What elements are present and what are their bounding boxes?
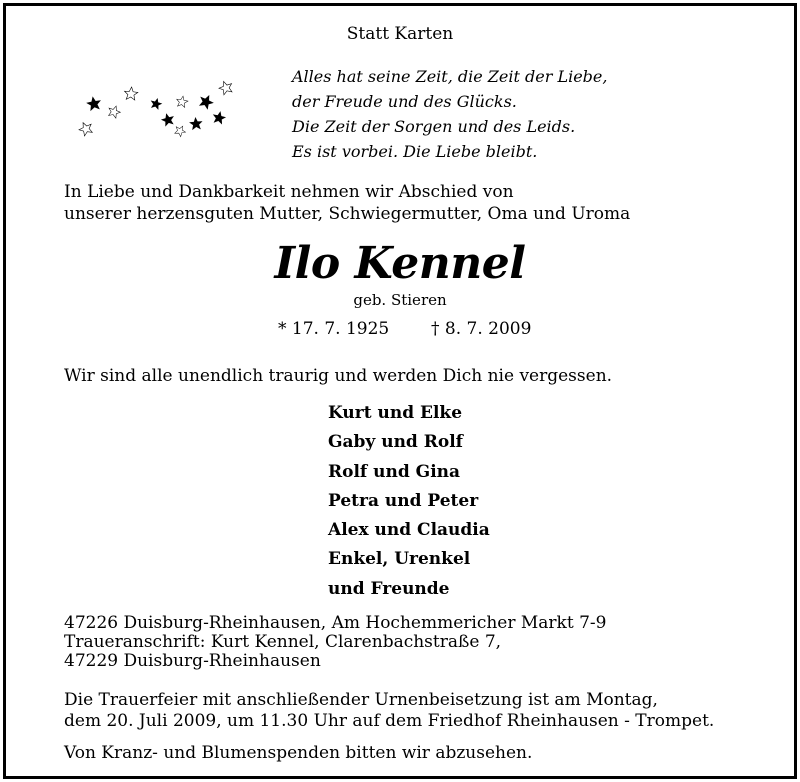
poem-line: Alles hat seine Zeit, die Zeit der Liebe, bbox=[292, 67, 608, 86]
obituary-notice bbox=[3, 3, 797, 779]
address-line: 47226 Duisburg-Rheinhausen, Am Hochemmericher Markt 7-9 bbox=[64, 613, 607, 633]
family-member: und Freunde bbox=[328, 578, 450, 599]
address-line: Traueranschrift: Kurt Kennel, Clarenbachstraße 7, bbox=[64, 632, 502, 652]
address-block bbox=[64, 614, 606, 671]
flower-request: Von Kranz- und Blumenspenden bitten wir abzusehen. bbox=[64, 743, 533, 763]
poem bbox=[292, 64, 607, 164]
family-member: Petra und Peter bbox=[328, 490, 479, 511]
intro-line: In Liebe und Dankbarkeit nehmen wir Abschied von bbox=[64, 182, 514, 202]
death-date: † 8. 7. 2009 bbox=[431, 319, 532, 339]
mourning-text: Wir sind alle unendlich traurig und werden Dich nie vergessen. bbox=[64, 366, 613, 386]
poem-line: Es ist vorbei. Die Liebe bleibt. bbox=[292, 142, 538, 161]
family-list bbox=[328, 399, 490, 604]
birth-date: * 17. 7. 1925 bbox=[278, 319, 390, 339]
family-member: Alex und Claudia bbox=[328, 520, 490, 541]
family-member: Rolf und Gina bbox=[328, 461, 461, 482]
family-member: Enkel, Urenkel bbox=[328, 549, 471, 570]
family-member: Gaby und Rolf bbox=[328, 432, 463, 453]
intro-text bbox=[64, 181, 630, 225]
poem-line: Die Zeit der Sorgen und des Leids. bbox=[292, 117, 576, 136]
stars-icon bbox=[76, 74, 246, 146]
header-text: Statt Karten bbox=[346, 24, 454, 44]
poem-line: der Freude und des Glücks. bbox=[292, 92, 517, 111]
maiden-name: geb. Stieren bbox=[353, 291, 447, 309]
deceased-name: Ilo Kennel bbox=[274, 238, 526, 289]
service-line: Die Trauerfeier mit anschließender Urnenbeisetzung ist am Montag, bbox=[64, 690, 658, 710]
family-member: Kurt und Elke bbox=[328, 403, 463, 423]
service-info bbox=[64, 690, 714, 732]
intro-line: unserer herzensguten Mutter, Schwiegermutter, Oma und Uroma bbox=[64, 204, 631, 224]
service-line: dem 20. Juli 2009, um 11.30 Uhr auf dem Friedhof Rheinhausen - Trompet. bbox=[64, 711, 715, 731]
address-line: 47229 Duisburg-Rheinhausen bbox=[64, 651, 321, 671]
